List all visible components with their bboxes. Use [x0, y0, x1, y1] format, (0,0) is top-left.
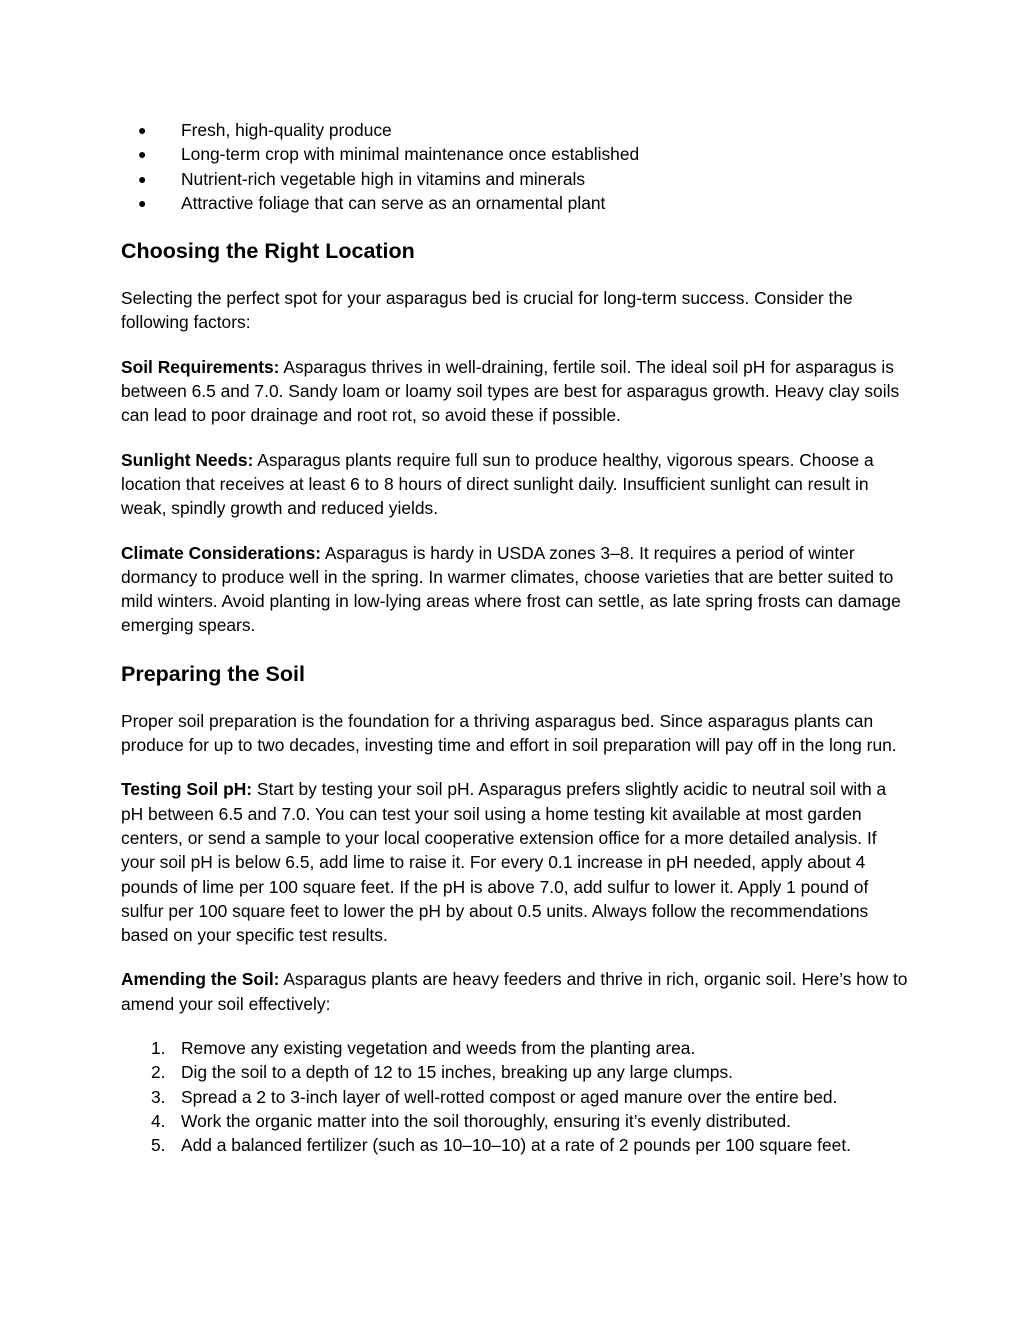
step-number: 3.	[151, 1086, 166, 1107]
soil-requirements-label: Soil Requirements:	[121, 356, 280, 377]
climate-label: Climate Considerations:	[121, 542, 322, 563]
step-number: 5.	[151, 1135, 166, 1156]
document-page	[121, 118, 911, 1158]
benefits-list	[121, 118, 911, 215]
section-heading-location: Choosing the Right Location	[121, 239, 415, 264]
step-number: 2.	[151, 1062, 166, 1083]
amending-text: Asparagus plants are heavy feeders and thrive in rich, organic soil. Here’s how to amend your soil effectively:	[121, 969, 908, 1014]
list-item	[121, 1109, 911, 1133]
list-item	[121, 142, 911, 166]
testing-ph-paragraph	[121, 777, 911, 947]
bullet-text: Fresh, high-quality produce	[181, 120, 392, 140]
step-text: Dig the soil to a depth of 12 to 15 inches, breaking up any large clumps.	[181, 1062, 734, 1083]
testing-ph-text: Start by testing your soil pH. Asparagus prefers slightly acidic to neutral soil with a pH between 6.5 and 7.0. You can test your soil using a home testing kit available at most garden centers, or send a sample to your local cooperative extension office for a more detailed analysis. If your soil pH is below 6.5, add lime to raise it. For every 0.1 increase in pH needed, apply about 4 pounds of lime per 100 square feet. If the pH is above 7.0, add sulfur to lower it. Apply 1 pound of sulfur per 100 square feet to lower the pH by about 0.5 units. Always follow the recommendations based on your specific test results.	[121, 779, 887, 946]
step-text: Add a balanced fertilizer (such as 10–10–10) at a rate of 2 pounds per 100 square feet.	[181, 1135, 851, 1156]
list-item	[121, 1060, 911, 1084]
bullet-icon: ●	[138, 170, 147, 187]
list-item	[121, 191, 911, 215]
list-item	[121, 1085, 911, 1109]
amending-steps-list	[121, 1036, 911, 1157]
climate-paragraph	[121, 541, 911, 638]
soil-requirements-text: Asparagus thrives in well-draining, fertile soil. The ideal soil pH for asparagus is between 6.5 and 7.0. Sandy loam or loamy soil types are best for asparagus growth. Heavy clay soils can lead to poor drainage and root rot, so avoid these if possible.	[121, 356, 900, 426]
bullet-text: Attractive foliage that can serve as an ornamental plant	[181, 192, 606, 213]
list-item	[121, 1133, 911, 1157]
testing-ph-label: Testing Soil pH:	[121, 779, 253, 800]
list-item	[121, 118, 911, 142]
amending-paragraph	[121, 967, 911, 1016]
step-text: Work the organic matter into the soil thoroughly, ensuring it’s evenly distributed.	[181, 1110, 791, 1131]
soil-requirements-paragraph	[121, 355, 911, 428]
bullet-icon: ●	[138, 146, 147, 163]
sunlight-needs-label: Sunlight Needs:	[121, 449, 254, 470]
amending-label: Amending the Soil:	[121, 969, 280, 990]
list-item	[121, 167, 911, 191]
step-text: Remove any existing vegetation and weeds from the planting area.	[181, 1038, 696, 1059]
step-text: Spread a 2 to 3-inch layer of well-rotted compost or aged manure over the entire bed.	[181, 1086, 838, 1107]
location-intro: Selecting the perfect spot for your asparagus bed is crucial for long-term success. Consider the following factors:	[121, 288, 853, 333]
section-heading-soil: Preparing the Soil	[121, 661, 305, 686]
step-number: 4.	[151, 1110, 166, 1131]
bullet-icon: ●	[138, 194, 147, 211]
soil-intro: Proper soil preparation is the foundation for a thriving asparagus bed. Since asparagus plants can produce for up to two decades, investing time and effort in soil preparation will pay off in the long run.	[121, 710, 897, 756]
climate-text: Asparagus is hardy in USDA zones 3–8. It requires a period of winter dormancy to produce well in the spring. In warmer climates, choose varieties that are better suited to mild winters. Avoid planting in low-lying areas where frost can settle, as late spring frosts can damage emerging spears.	[121, 542, 901, 636]
bullet-text: Nutrient-rich vegetable high in vitamins and minerals	[181, 168, 586, 189]
step-number: 1.	[151, 1038, 166, 1059]
list-item	[121, 1036, 911, 1060]
sunlight-needs-text: Asparagus plants require full sun to produce healthy, vigorous spears. Choose a location that receives at least 6 to 8 hours of direct sunlight daily. Insufficient sunlight can result in weak, spindly growth and reduced yields.	[121, 449, 874, 519]
bullet-text: Long-term crop with minimal maintenance once established	[181, 144, 640, 165]
sunlight-needs-paragraph	[121, 448, 911, 521]
bullet-icon: ●	[138, 122, 147, 138]
